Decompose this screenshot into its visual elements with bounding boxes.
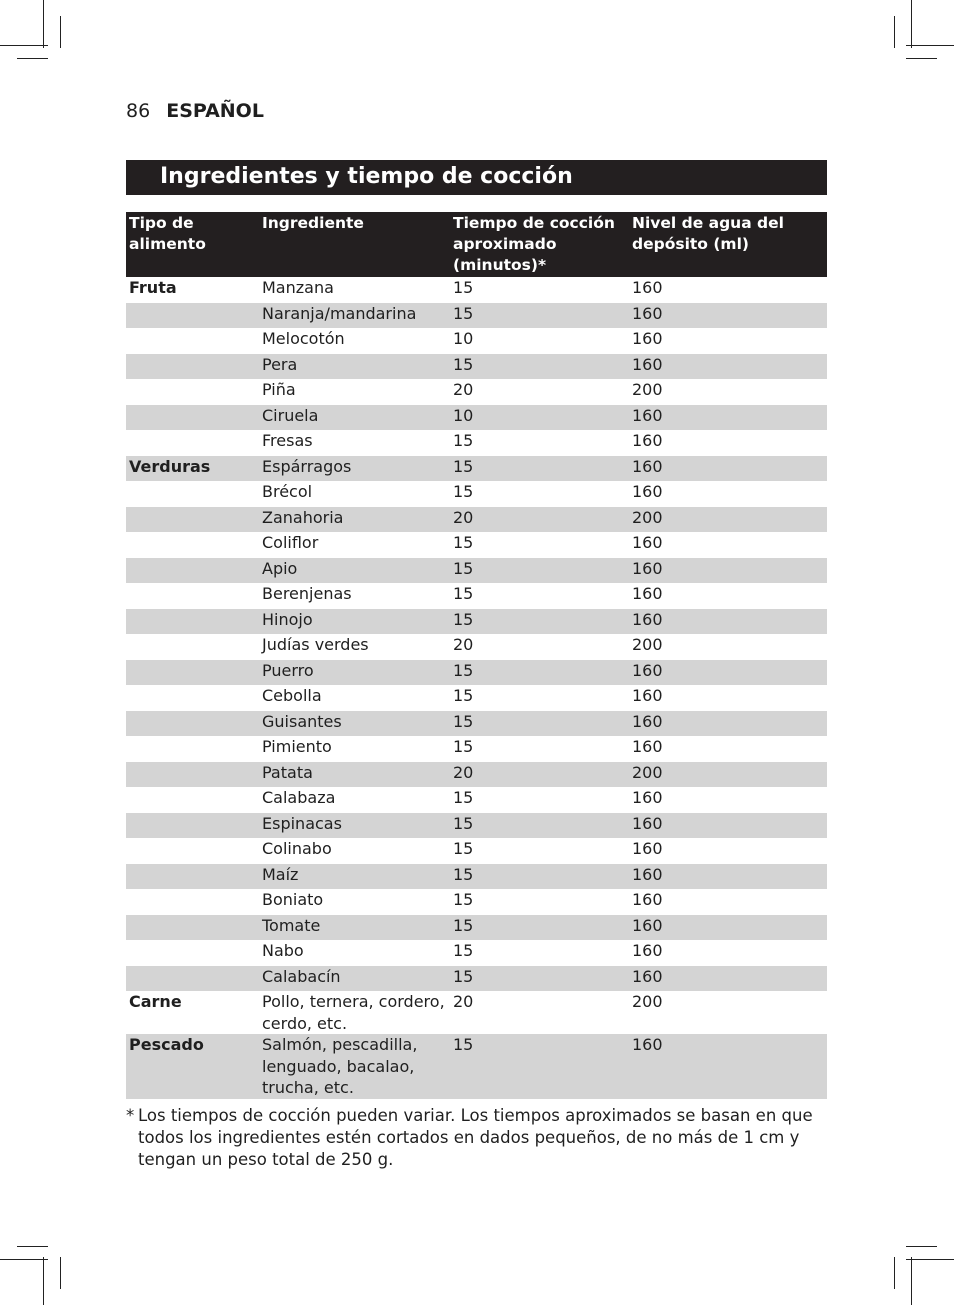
table-row <box>126 583 827 609</box>
table-row <box>126 634 827 660</box>
cell-water-level: 200 <box>632 635 663 654</box>
table-row <box>126 354 827 380</box>
crop-mark <box>43 1257 44 1305</box>
table-row <box>126 940 827 966</box>
cell-ingredient: Hinojo <box>259 609 450 635</box>
table-row <box>126 456 827 482</box>
cell-cooking-time: 15 <box>453 584 474 603</box>
table-row <box>126 915 827 941</box>
table-row <box>126 736 827 762</box>
cell-ingredient: Guisantes <box>259 711 450 737</box>
cell-ingredient: Coliflor <box>262 533 319 552</box>
table-row <box>126 303 827 329</box>
cell-cooking-time: 15 <box>450 915 629 941</box>
cell-category <box>126 405 259 431</box>
cell-water-level: 160 <box>632 890 663 909</box>
header-cooking-time: Tiempo de cocción aproximado (minutos)* <box>450 212 629 277</box>
cell-water-level: 160 <box>629 558 827 584</box>
cell-cooking-time: 15 <box>453 788 474 807</box>
table-row <box>126 430 827 456</box>
cell-water-level: 160 <box>632 482 663 501</box>
cell-cooking-time: 10 <box>453 329 474 348</box>
cell-ingredient: Berenjenas <box>262 584 352 603</box>
cell-water-level: 160 <box>629 303 827 329</box>
cell-category <box>126 838 259 864</box>
footnote-marker: * <box>126 1106 135 1125</box>
table-row <box>126 685 827 711</box>
cell-ingredient: Fresas <box>262 431 313 450</box>
cell-cooking-time: 15 <box>453 941 474 960</box>
cell-water-level: 200 <box>629 507 827 533</box>
cell-cooking-time: 10 <box>450 405 629 431</box>
cell-ingredient: Espárragos <box>259 456 450 482</box>
cell-ingredient: Cebolla <box>262 686 322 705</box>
crop-mark <box>911 0 912 48</box>
cell-ingredient: Piña <box>262 380 296 399</box>
table-row <box>126 762 827 788</box>
page-language: ESPAÑOL <box>166 100 264 122</box>
cell-water-level: 160 <box>629 609 827 635</box>
table-row <box>126 966 827 992</box>
cell-cooking-time: 20 <box>453 635 474 654</box>
cell-water-level: 160 <box>632 533 663 552</box>
cell-water-level: 160 <box>629 813 827 839</box>
crop-mark <box>60 1257 61 1289</box>
cell-ingredient: Boniato <box>262 890 324 909</box>
cell-water-level: 160 <box>632 839 663 858</box>
cell-cooking-time: 15 <box>453 737 474 756</box>
crop-mark <box>906 1259 954 1260</box>
cell-category <box>126 889 259 915</box>
page-header <box>126 99 264 123</box>
cell-ingredient: Colinabo <box>262 839 332 858</box>
cell-water-level: 160 <box>629 405 827 431</box>
cell-cooking-time: 15 <box>450 864 629 890</box>
cell-category <box>126 430 259 456</box>
cell-ingredient: Puerro <box>259 660 450 686</box>
cell-category <box>126 711 259 737</box>
table-row <box>126 532 827 558</box>
cell-ingredient: Salmón, pescadilla, lenguado, bacalao, trucha, etc. <box>259 1034 450 1099</box>
cell-category <box>126 813 259 839</box>
cell-cooking-time: 15 <box>450 966 629 992</box>
cell-cooking-time: 15 <box>450 354 629 380</box>
cell-cooking-time: 20 <box>453 992 474 1011</box>
cell-water-level: 200 <box>632 380 663 399</box>
table-row <box>126 1034 827 1099</box>
table-header-row <box>126 212 827 277</box>
cell-ingredient: Pollo, ternera, cordero, cerdo, etc. <box>262 992 445 1033</box>
cell-category <box>126 558 259 584</box>
cell-ingredient: Nabo <box>262 941 304 960</box>
cell-water-level: 160 <box>632 737 663 756</box>
cell-cooking-time: 15 <box>450 1034 629 1099</box>
cell-ingredient: Melocotón <box>262 329 345 348</box>
cell-water-level: 160 <box>629 660 827 686</box>
cell-category <box>126 966 259 992</box>
crop-mark <box>17 1246 48 1247</box>
cell-category <box>126 940 259 966</box>
crop-mark <box>894 16 895 48</box>
cell-water-level: 160 <box>632 431 663 450</box>
cell-water-level: 160 <box>632 686 663 705</box>
cell-water-level: 200 <box>629 762 827 788</box>
cell-category <box>126 507 259 533</box>
table-row <box>126 864 827 890</box>
cell-category <box>126 660 259 686</box>
cell-cooking-time: 15 <box>453 278 474 297</box>
cell-cooking-time: 15 <box>453 839 474 858</box>
cell-cooking-time: 15 <box>450 813 629 839</box>
cell-cooking-time: 20 <box>453 380 474 399</box>
cell-category <box>126 609 259 635</box>
cell-ingredient: Maíz <box>259 864 450 890</box>
cell-cooking-time: 20 <box>450 507 629 533</box>
cell-category <box>126 354 259 380</box>
cell-cooking-time: 15 <box>453 533 474 552</box>
cooking-table <box>126 212 827 1099</box>
cell-water-level: 160 <box>629 354 827 380</box>
cell-category <box>126 583 259 609</box>
table-row <box>126 328 827 354</box>
cell-water-level: 160 <box>632 788 663 807</box>
cell-cooking-time: 15 <box>453 482 474 501</box>
cell-cooking-time: 15 <box>450 303 629 329</box>
cell-category <box>126 762 259 788</box>
cell-cooking-time: 15 <box>450 711 629 737</box>
crop-mark <box>894 1257 895 1289</box>
cell-water-level: 160 <box>632 329 663 348</box>
cell-ingredient: Patata <box>259 762 450 788</box>
cell-cooking-time: 15 <box>450 456 629 482</box>
cell-ingredient: Naranja/mandarina <box>259 303 450 329</box>
cell-ingredient: Apio <box>259 558 450 584</box>
table-row <box>126 813 827 839</box>
cell-ingredient: Calabaza <box>262 788 336 807</box>
table-row <box>126 889 827 915</box>
cell-category <box>126 634 259 660</box>
cell-category <box>126 736 259 762</box>
cell-ingredient: Calabacín <box>259 966 450 992</box>
crop-mark <box>906 1246 937 1247</box>
cell-ingredient: Espinacas <box>259 813 450 839</box>
cell-ingredient: Judías verdes <box>262 635 369 654</box>
cell-water-level: 160 <box>632 584 663 603</box>
crop-mark <box>60 16 61 48</box>
crop-mark <box>906 45 954 46</box>
cell-cooking-time: 15 <box>453 686 474 705</box>
cell-water-level: 160 <box>632 278 663 297</box>
table-row <box>126 787 827 813</box>
table-row <box>126 711 827 737</box>
cell-cooking-time: 15 <box>450 609 629 635</box>
cell-water-level: 160 <box>629 864 827 890</box>
cell-water-level: 160 <box>629 966 827 992</box>
cell-ingredient: Brécol <box>262 482 313 501</box>
table-row <box>126 405 827 431</box>
crop-mark <box>0 1259 48 1260</box>
cell-ingredient: Tomate <box>259 915 450 941</box>
cell-water-level: 200 <box>632 992 663 1011</box>
table-row <box>126 838 827 864</box>
cell-category <box>126 787 259 813</box>
cell-category <box>126 915 259 941</box>
cell-water-level: 160 <box>629 456 827 482</box>
table-row <box>126 609 827 635</box>
cell-category: Fruta <box>129 278 177 297</box>
cell-water-level: 160 <box>629 1034 827 1099</box>
cell-cooking-time: 15 <box>450 558 629 584</box>
cell-category <box>126 532 259 558</box>
table-row <box>126 558 827 584</box>
footnote-text: Los tiempos de cocción pueden variar. Los tiempos aproximados se basan en que todos los ingredientes estén cortados en dados pequeños, de no más de 1 cm y tengan un peso total de 250 g. <box>138 1106 813 1169</box>
table-row <box>126 277 827 303</box>
cell-ingredient: Manzana <box>262 278 334 297</box>
cell-cooking-time: 15 <box>450 660 629 686</box>
cell-cooking-time: 15 <box>453 890 474 909</box>
crop-mark <box>911 1257 912 1305</box>
table-row <box>126 991 827 1034</box>
section-title: Ingredientes y tiempo de cocción <box>126 160 827 195</box>
table-body <box>126 277 827 1099</box>
crop-mark <box>43 0 44 48</box>
crop-mark <box>0 45 48 46</box>
header-ingredient: Ingrediente <box>259 212 450 277</box>
cell-category <box>126 864 259 890</box>
cell-category <box>126 303 259 329</box>
header-food-type: Tipo de alimento <box>126 212 259 277</box>
cell-ingredient: Pera <box>259 354 450 380</box>
header-water-level: Nivel de agua del depósito (ml) <box>629 212 827 277</box>
cell-ingredient: Zanahoria <box>259 507 450 533</box>
cell-cooking-time: 20 <box>450 762 629 788</box>
crop-mark <box>906 58 937 59</box>
cell-category <box>126 685 259 711</box>
cell-ingredient: Pimiento <box>262 737 332 756</box>
cell-water-level: 160 <box>629 711 827 737</box>
cell-water-level: 160 <box>632 941 663 960</box>
cell-water-level: 160 <box>629 915 827 941</box>
table-row <box>126 507 827 533</box>
table-row <box>126 660 827 686</box>
crop-mark <box>17 58 48 59</box>
cell-category <box>126 379 259 405</box>
cell-category <box>126 481 259 507</box>
cell-category: Verduras <box>126 456 259 482</box>
footnote <box>126 1105 816 1171</box>
cell-ingredient: Ciruela <box>259 405 450 431</box>
cell-cooking-time: 15 <box>453 431 474 450</box>
cell-category: Carne <box>129 992 182 1011</box>
cell-category: Pescado <box>126 1034 259 1099</box>
page-number: 86 <box>126 100 151 122</box>
cell-category <box>126 328 259 354</box>
table-row <box>126 481 827 507</box>
table-row <box>126 379 827 405</box>
